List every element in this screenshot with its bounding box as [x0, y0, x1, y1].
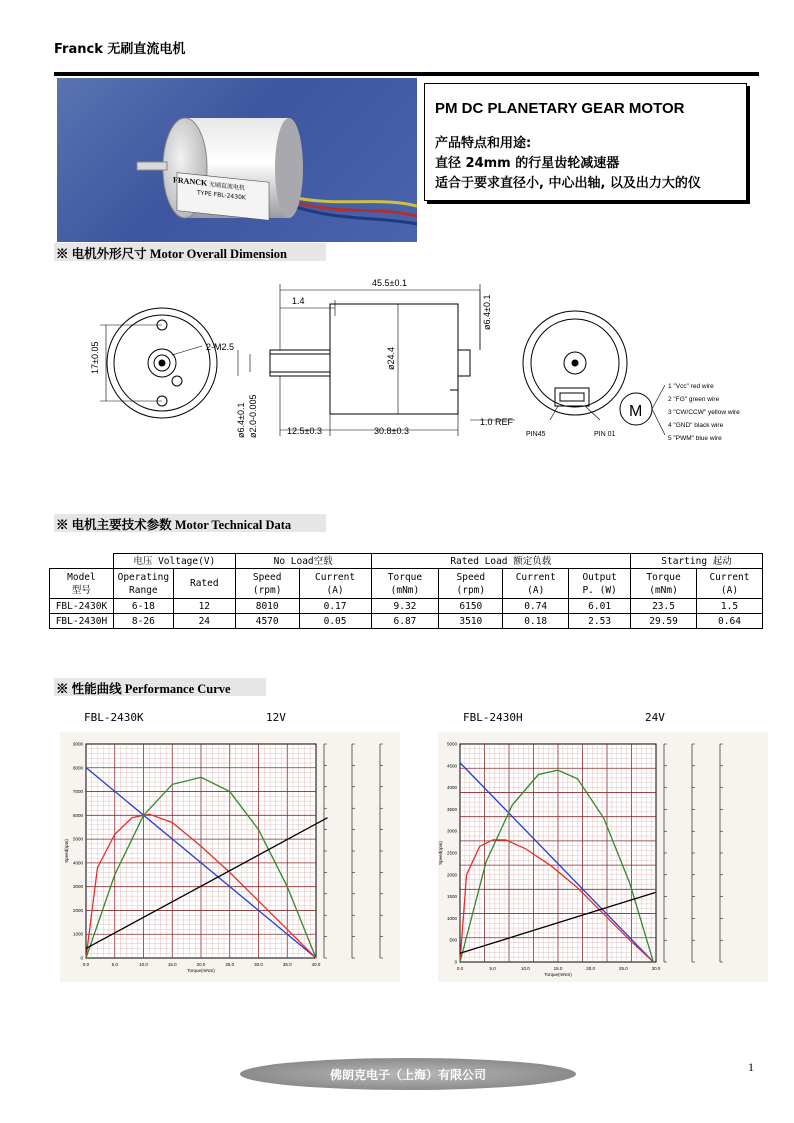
y-tick-label: 4000	[72, 860, 83, 866]
dim-1-4: 1.4	[292, 296, 305, 306]
y-tick-label: 3500	[446, 806, 457, 812]
dim-pin01: PIN 01	[594, 431, 616, 438]
head-cell-text: Torque	[387, 571, 423, 583]
y-tick-label: 5000	[72, 836, 83, 842]
table-cell: FBL-2430H	[50, 614, 114, 629]
x-tick-label: 10.0	[139, 962, 148, 967]
head-cell-unit: (rpm)	[252, 584, 282, 596]
x-tick-label: 40.0	[311, 962, 321, 967]
head-model-en: Model	[67, 571, 96, 583]
dim-holes: 2-M2.5	[206, 342, 235, 352]
dim-pin45: PIN45	[526, 431, 546, 438]
y-tick-label: 3000	[72, 884, 83, 890]
y-tick-label: 8000	[72, 765, 83, 771]
table-cell: 8-26	[113, 614, 173, 629]
head-rated-speed	[439, 569, 503, 599]
wire-1: 1 "Vcc" red wire	[668, 383, 714, 390]
head-cell-text: Output	[582, 571, 617, 583]
head-rated-voltage	[173, 569, 235, 599]
y-tick-label: 0	[80, 955, 83, 961]
table-cell: 8010	[235, 599, 299, 614]
table-cell: 1.5	[696, 599, 762, 614]
head-cell-unit: P. (W)	[582, 584, 617, 596]
x-tick-label: 30.0	[651, 966, 661, 971]
x-tick-label: 20.0	[586, 966, 596, 971]
head-cell-text: Rated	[189, 578, 219, 589]
x-tick-label: 5.0	[489, 966, 496, 971]
features-heading: 产品特点和用途:	[435, 136, 532, 151]
table-cell: 6.87	[371, 614, 439, 629]
table-cell: 6150	[439, 599, 503, 614]
wire-4: 4 "GND" black wire	[668, 422, 724, 429]
dim-height: 17±0.05	[90, 341, 100, 374]
dim-len1: 12.5±0.3	[287, 426, 322, 436]
photo-label-type: TYPE FBL-2430K	[197, 189, 246, 202]
performance-section-title: ※ 性能曲线 Performance Curve	[56, 682, 231, 696]
y-axis-label: Speed(rpm)	[438, 841, 443, 865]
table-cell: 9.32	[371, 599, 439, 614]
technical-section-title: ※ 电机主要技术参数 Motor Technical Data	[56, 518, 292, 532]
y-tick-label: 7000	[72, 789, 83, 795]
dim-shaft-dia: ø6.4±0.1	[482, 294, 492, 330]
page-header: Franck 无刷直流电机	[54, 42, 186, 57]
chart-right-model: FBL-2430H	[463, 711, 523, 724]
y-tick-label: 1000	[72, 931, 83, 937]
head-operating-range	[113, 569, 173, 599]
y-tick-label: 1500	[446, 894, 457, 900]
head-starting-torque	[631, 569, 697, 599]
page-number: 1	[748, 1060, 754, 1074]
y-tick-label: 4000	[446, 785, 457, 791]
head-cell-unit: Range	[129, 584, 158, 596]
header-rule	[54, 72, 759, 76]
head-starting: Starting 起动	[631, 554, 763, 569]
product-title: PM DC PLANETARY GEAR MOTOR	[435, 100, 685, 117]
table-cell: 0.18	[503, 614, 569, 629]
y-tick-label: 4500	[446, 763, 457, 769]
head-rated: Rated Load 额定负载	[371, 554, 631, 569]
y-axis-label: Speed(rpm)	[64, 839, 69, 863]
table-cell: 6-18	[113, 599, 173, 614]
y-tick-label: 9000	[72, 741, 83, 747]
head-noload-current	[299, 569, 371, 599]
table-cell: 6.01	[569, 599, 631, 614]
dim-ref: 1.0 REF	[480, 417, 514, 427]
head-output	[569, 569, 631, 599]
table-cell: 0.17	[299, 599, 371, 614]
x-tick-label: 20.0	[196, 962, 206, 967]
head-starting-current	[696, 569, 762, 599]
dim-len2: 30.8±0.3	[374, 426, 409, 436]
table-row	[50, 599, 763, 614]
x-tick-label: 25.0	[618, 966, 628, 971]
spec-table	[49, 553, 763, 629]
dimension-section-title: ※ 电机外形尺寸 Motor Overall Dimension	[56, 247, 288, 261]
y-tick-label: 2000	[446, 872, 457, 878]
motor-symbol: M	[629, 403, 643, 420]
head-cell-unit: (A)	[326, 584, 344, 596]
chart-right-voltage: 24V	[645, 711, 665, 724]
table-cell: 4570	[235, 614, 299, 629]
wire-3: 3 "CW/CCW" yellow wire	[668, 409, 740, 416]
photo-label-cn: 无刷直流电机	[209, 181, 246, 192]
y-tick-label: 5000	[446, 741, 457, 747]
x-axis-label: Torque(mNm)	[544, 972, 572, 977]
x-tick-label: 35.0	[282, 962, 292, 967]
head-cell-text: Current	[709, 571, 750, 583]
x-tick-label: 30.0	[254, 962, 263, 967]
head-cell-text: Current	[315, 571, 356, 583]
head-cell-text: Operating	[117, 571, 170, 583]
x-axis-label: Torque(mNm)	[187, 968, 215, 973]
head-model-cn: 型号	[71, 584, 91, 596]
photo-label-brand: FRANCK	[173, 175, 208, 188]
y-tick-label: 0	[454, 959, 457, 965]
features-line-1: 直径 24mm 的行星齿轮减速器	[435, 156, 620, 171]
head-cell-unit: (mNm)	[390, 584, 420, 596]
dim-left-dia2: ø2.0-0.005	[248, 394, 258, 438]
table-row	[50, 614, 763, 629]
chart-left	[60, 732, 400, 982]
dimension-drawing	[80, 270, 780, 450]
x-tick-label: 0.0	[456, 966, 464, 971]
features-line-2: 适合于要求直径小, 中心出轴, 以及出力大的仪	[435, 176, 701, 191]
wire-2: 2 "FG" green wire	[668, 396, 720, 403]
table-cell: 2.53	[569, 614, 631, 629]
chart-left-model: FBL-2430K	[84, 711, 144, 724]
table-cell: 29.59	[631, 614, 697, 629]
head-cell-unit: (mNm)	[649, 584, 678, 596]
head-cell-text: Current	[515, 571, 556, 583]
y-tick-label: 2000	[72, 907, 83, 913]
head-voltage: 电压 Voltage(V)	[113, 554, 235, 569]
company-name: 佛朗克电子（上海）有限公司	[329, 1068, 486, 1082]
y-tick-label: 1000	[446, 915, 457, 921]
x-tick-label: 15.0	[553, 966, 563, 971]
head-cell-text: Speed	[252, 571, 282, 583]
head-cell-text: Speed	[456, 571, 486, 583]
table-cell: 0.64	[696, 614, 762, 629]
head-rated-torque	[371, 569, 439, 599]
dim-overall-length: 45.5±0.1	[372, 278, 407, 288]
y-tick-label: 3000	[446, 828, 457, 834]
x-tick-label: 25.0	[225, 962, 235, 967]
y-tick-label: 2500	[446, 850, 457, 856]
table-cell: FBL-2430K	[50, 599, 114, 614]
head-cell-text: Torque	[646, 571, 681, 583]
table-cell: 0.74	[503, 599, 569, 614]
title-box	[424, 83, 747, 201]
dim-left-dia1: ø6.4±0.1	[236, 402, 246, 438]
x-tick-label: 0.0	[82, 962, 90, 967]
head-cell-unit: (A)	[720, 584, 739, 596]
table-corner	[50, 554, 114, 569]
dim-body-dia: ø24.4	[386, 346, 396, 370]
wire-5: 5 "PWM" blue wire	[668, 435, 722, 442]
y-tick-label: 500	[449, 937, 457, 943]
chart-left-voltage: 12V	[266, 711, 286, 724]
motor-photo	[57, 78, 417, 242]
head-noload-speed	[235, 569, 299, 599]
table-cell: 24	[173, 614, 235, 629]
table-cell: 0.05	[299, 614, 371, 629]
y-tick-label: 6000	[72, 812, 83, 818]
head-cell-unit: (A)	[527, 584, 545, 596]
head-cell-unit: (rpm)	[456, 584, 486, 596]
x-tick-label: 10.0	[520, 966, 530, 971]
x-tick-label: 5.0	[111, 962, 118, 967]
head-noload: No Load空载	[235, 554, 371, 569]
table-cell: 23.5	[631, 599, 697, 614]
head-rated-current	[503, 569, 569, 599]
table-cell: 3510	[439, 614, 503, 629]
chart-right	[438, 732, 768, 982]
x-tick-label: 15.0	[167, 962, 177, 967]
table-cell: 12	[173, 599, 235, 614]
head-model	[50, 569, 114, 599]
